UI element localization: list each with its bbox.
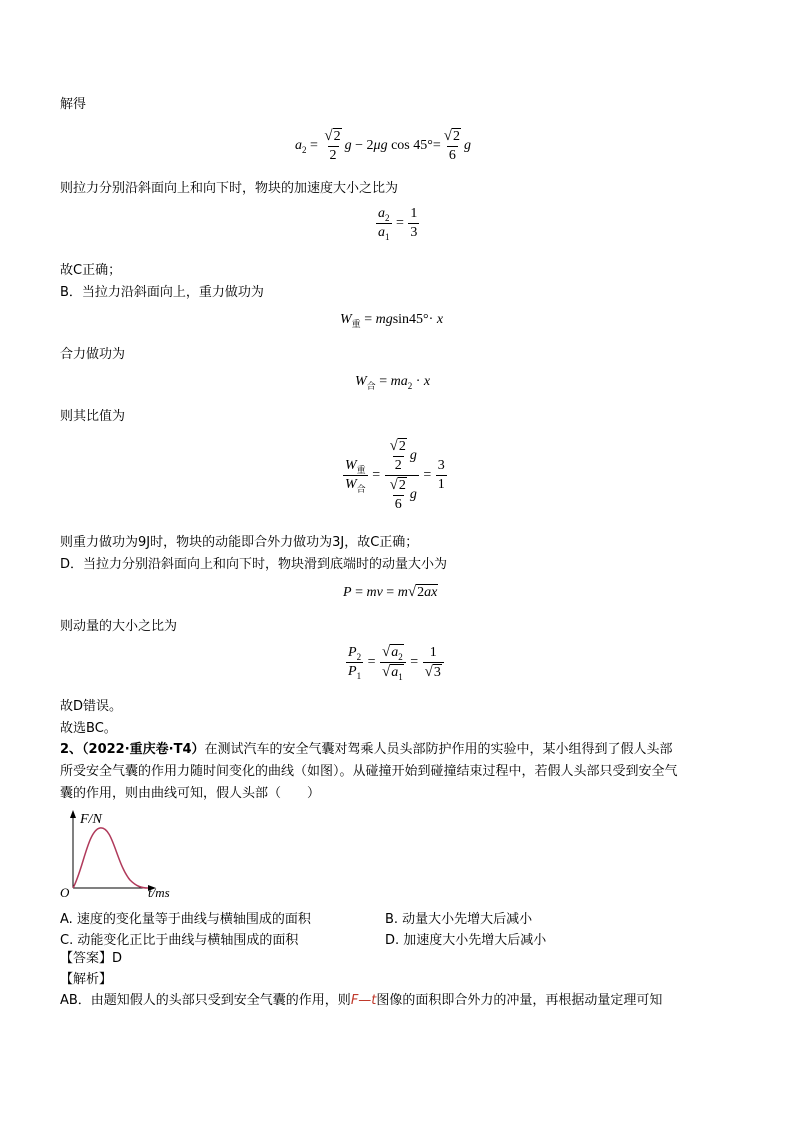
origin-label: O <box>60 885 70 900</box>
text-line: 则重力做功为9J时，物块的动能即合外力做功为3J，故C正确； <box>60 535 419 550</box>
equation-momentum-ratio: $\frac{P_2}{P_1}$ = √ $a_2$ √ $a_1$ = 1 √ 3 <box>345 644 445 681</box>
text-line: 解得 <box>60 97 87 112</box>
question-text: 囊的作用，则由曲线可知，假人头部（ ） <box>60 786 321 801</box>
equation-ratio-a: $\frac{a_2}{a_1}$ = $\frac{1}{3}$ <box>378 206 418 242</box>
force-time-graph <box>58 808 188 900</box>
question-text: 所受安全气囊的作用力随时间变化的曲线（如图）。从碰撞开始到碰撞结束过程中，若假人头部只受到安全气 <box>60 764 678 779</box>
text-line: D．当拉力分别沿斜面向上和向下时，物块滑到底端时的动量大小为 <box>60 557 448 572</box>
equation-w-net: $W_合 = ma_2 \cdot x$ <box>355 374 431 391</box>
text-line: 合力做功为 <box>60 347 126 362</box>
question-source: （2022·重庆卷·T4） <box>82 742 205 757</box>
analysis-text-pre: AB．由题知假人的头部只受到安全气囊的作用，则 <box>60 993 351 1008</box>
option-d: D. 加速度大小先增大后减小 <box>385 933 547 948</box>
y-axis-arrow <box>70 810 76 818</box>
text-line: 故D错误。 <box>60 699 123 714</box>
analysis-label: 【解析】 <box>60 972 113 987</box>
analysis-ft: F—t <box>350 993 377 1008</box>
analysis-text-post: 图像的面积即合外力的冲量，再根据动量定理可知 <box>376 993 663 1008</box>
option-a: A. 速度的变化量等于曲线与横轴围成的面积 <box>60 912 311 927</box>
equation-momentum: P = mv = m √ 2ax <box>343 584 438 600</box>
x-axis-label: t/ms <box>148 885 170 900</box>
answer: 【答案】D <box>60 951 123 966</box>
equation-work-ratio: $\frac{W_重}{W_合}$ = √ 2 2 g √ 2 6 g = $\frac{3}{1}$ <box>345 438 445 512</box>
equation-a2: $a_2$ = √ 2 2 g − 2μg cos 45°= √ 2 6 g <box>295 128 471 163</box>
text-line: 则拉力分别沿斜面向上和向下时，物块的加速度大小之比为 <box>60 181 399 196</box>
force-curve <box>73 828 148 888</box>
option-b: B. 动量大小先增大后减小 <box>385 912 533 927</box>
text-line: 则动量的大小之比为 <box>60 619 178 634</box>
text-line: 故C正确； <box>60 263 122 278</box>
y-axis-label: F/N <box>80 812 102 827</box>
question-first-line <box>60 741 673 759</box>
text-line: 故选BC。 <box>60 721 117 736</box>
question-text: 在测试汽车的安全气囊对驾乘人员头部防护作用的实验中，某小组得到了假人头部 <box>204 742 673 757</box>
question-number: 2、 <box>60 742 83 757</box>
analysis-text <box>60 992 662 1010</box>
equation-w-gravity: $W_重 = mgsin45^\circ\cdot x$ <box>340 312 444 329</box>
option-c: C. 动能变化正比于曲线与横轴围成的面积 <box>60 933 299 948</box>
text-line: 则其比值为 <box>60 409 126 424</box>
text-line: B．当拉力沿斜面向上，重力做功为 <box>60 285 264 300</box>
